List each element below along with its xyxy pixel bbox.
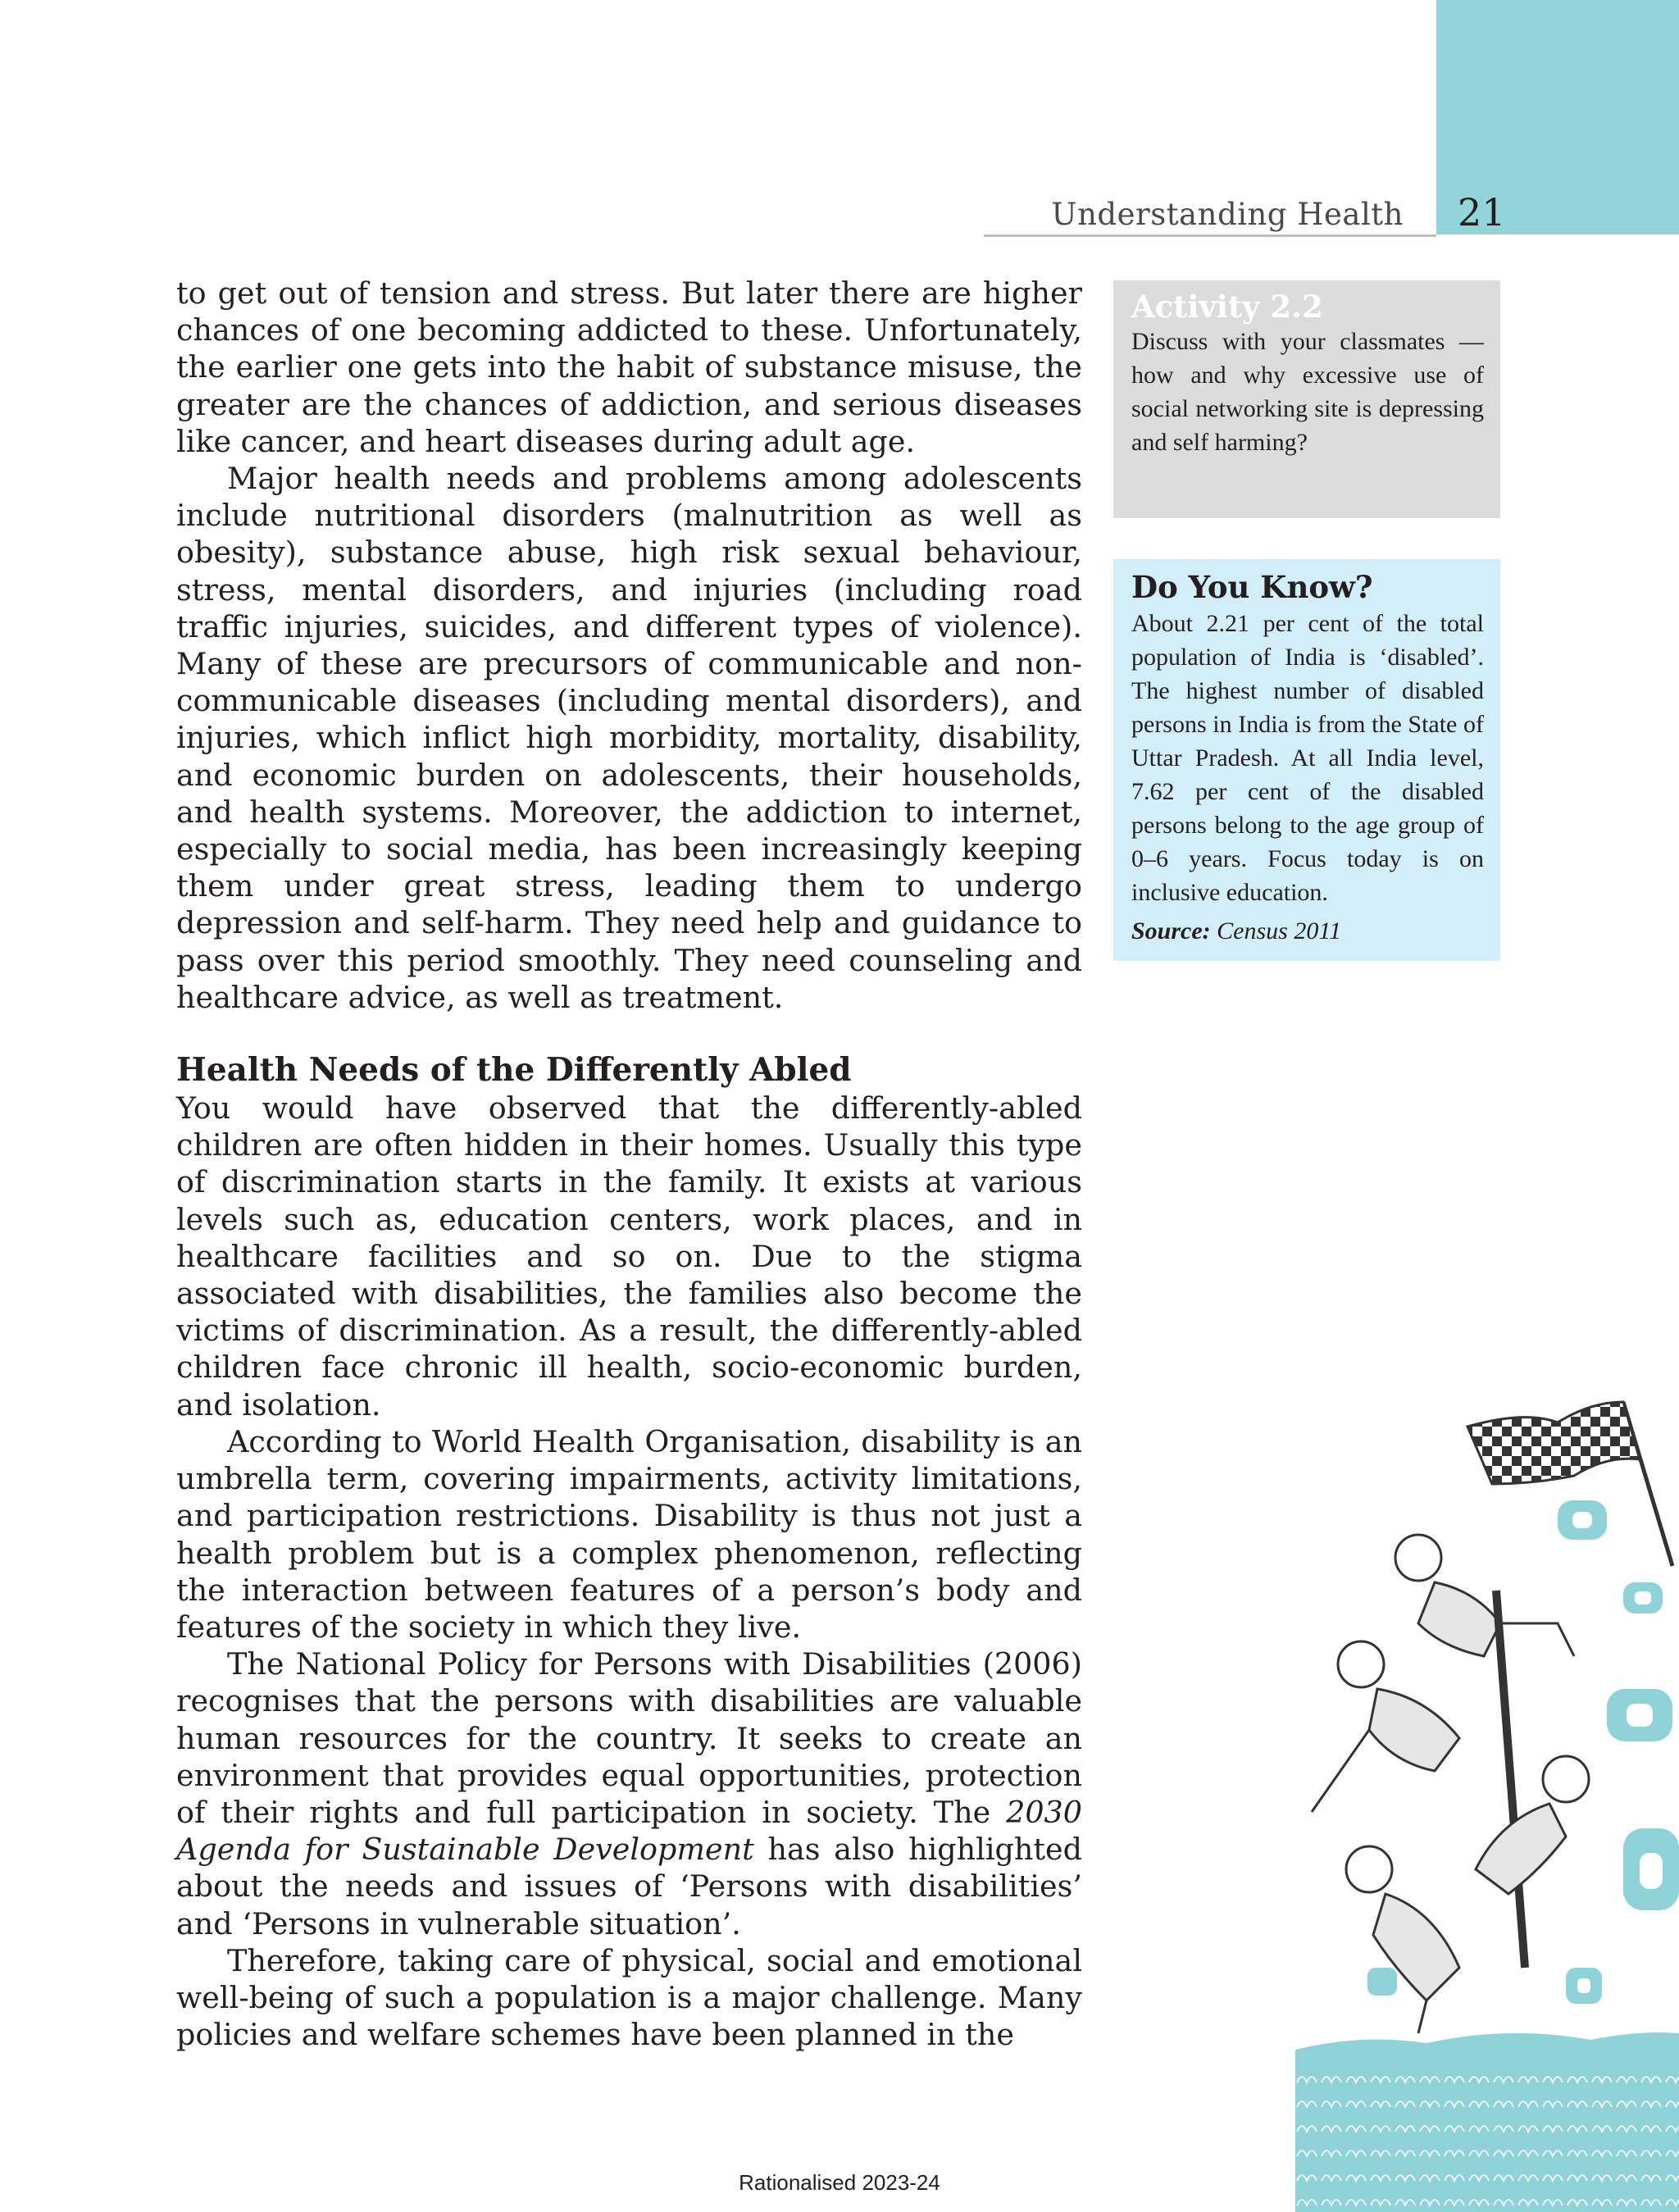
paragraph-2: Major health needs and problems among adolescents include nutritional disorders (malnutrition as well as obesity), substance abuse, high risk sexual behaviour, stress, mental disorders, and injuries (including road traffic injuries, suicides, and different types of violence). Many of these are precursors of communicable and non-communicable diseases (including mental disorders), and injuries, which inflict high morbidity, mortality, disability, and economic burden on adolescents, their households, and health systems. Moreover, the addiction to internet, especially to social media, has been increasingly keeping them under great stress, leading them to undergo depression and self-harm. They need help and guidance to pass over this period smoothly. They need counseling and healthcare advice, as well as treatment. bbox=[176, 461, 1082, 1015]
child-figure-bottom bbox=[1346, 1846, 1459, 2033]
paragraph-4: According to World Health Organisation, disability is an umbrella term, covering impairments, activity limitations, and participation restrictions. Disability is thus not just a health problem but is a complex phenomenon, reflecting the interaction between features of a person’s body and features of the society in which they live. bbox=[176, 1423, 1082, 1645]
checkered-flag bbox=[1467, 1402, 1640, 1484]
source-value: Census 2011 bbox=[1217, 917, 1342, 944]
source-label: Source: bbox=[1131, 917, 1211, 944]
do-you-know-text: About 2.21 per cent of the total population of India is ‘disabled’. The highest number of disabled persons in India is from the State of Uttar Pradesh. At all India level, 7.62 per cent of the disabled persons belong to the age group of 0–6 years. Focus today is on inclusive education. bbox=[1131, 610, 1484, 906]
main-text-column bbox=[176, 275, 1082, 2053]
agenda-title-italic: 2030 Agenda for Sustainable Development bbox=[176, 1794, 1082, 1868]
activity-box bbox=[1113, 280, 1500, 518]
child-figure-top bbox=[1395, 1535, 1574, 1656]
do-you-know-title: Do You Know? bbox=[1131, 569, 1373, 605]
paragraph-6: Therefore, taking care of physical, social and emotional well-being of such a population is a major challenge. Many policies and welfare schemes have been planned in the bbox=[176, 1942, 1082, 2053]
do-you-know-box bbox=[1113, 559, 1500, 961]
paragraph-5-part-b: has also highlighted about the needs and issues of ‘Persons with disabilities’ and ‘Persons in vulnerable situation’. bbox=[176, 1832, 1083, 1941]
child-figure-lower bbox=[1476, 1756, 1589, 1894]
decor-shape-6 bbox=[1367, 1968, 1397, 1996]
child-figure-middle bbox=[1312, 1641, 1459, 1812]
source-line bbox=[1131, 914, 1484, 948]
paragraph-5-part-a: The National Policy for Persons with Disabilities (2006) recognises that the persons with disabilities are valuable human resources for the country. It seeks to create an environment that provides equal opportunities, protection of their rights and full participation in society. The bbox=[176, 1646, 1082, 1830]
section-heading: Health Needs of the Differently Abled bbox=[176, 1051, 852, 1090]
running-head: Understanding Health bbox=[1051, 197, 1404, 232]
children-illustration bbox=[1295, 1377, 1679, 2212]
paragraph-3: You would have observed that the differently-abled children are often hidden in their homes. Usually this type of discrimination starts in the family. It exists at various levels such as, education centers, work places, and in healthcare facilities and so on. Due to the stigma associated with disabilities, the families also become the victims of discrimination. As a result, the differently-abled children face chronic ill health, socio-economic burden, and isolation. bbox=[176, 1090, 1082, 1422]
activity-text: Discuss with your classmates —how and why excessive use of social networking site is depressing and self harming? bbox=[1131, 328, 1484, 456]
page-number: 21 bbox=[1458, 190, 1506, 234]
paragraph-5 bbox=[176, 1645, 1082, 1942]
ruler-stick bbox=[1496, 1591, 1525, 1968]
activity-title: Activity 2.2 bbox=[1131, 289, 1323, 325]
header-rule bbox=[984, 234, 1436, 237]
footer-text: Rationalised 2023-24 bbox=[739, 2170, 940, 2195]
paragraph-1: to get out of tension and stress. But later there are higher chances of one becoming addicted to these. Unfortunately, the earlier one gets into the habit of substance misuse, the greater are the chances of addiction, and serious diseases like cancer, and heart diseases during adult age. bbox=[176, 275, 1082, 459]
